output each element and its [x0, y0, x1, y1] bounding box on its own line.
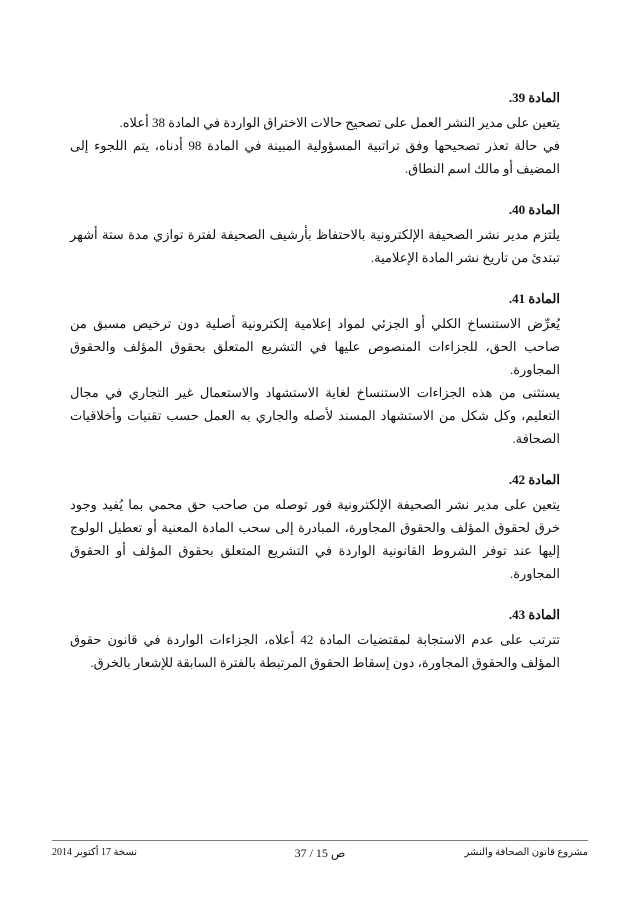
page-footer	[52, 840, 588, 865]
article-paragraph: في حالة تعذر تصحيحها وفق تراتبية المسؤولية المبينة في المادة 98 أدناه، يتم اللجوء إلى المضيف أو مالك اسم النطاق.	[70, 138, 561, 176]
article-paragraph: يلتزم مدير نشر الصحيفة الإلكترونية بالاحتفاظ بأرشيف الصحيفة لفترة توازي مدة ستة أشهر تبتدئ من تاريخ نشر المادة الإعلامية.	[70, 227, 560, 265]
article-title: المادة 41.	[508, 291, 560, 306]
article-title: المادة 39.	[508, 90, 560, 105]
footer-document-title: مشروع قانون الصحافة والنشر	[464, 847, 588, 858]
article-42	[70, 470, 560, 585]
article-40	[70, 200, 560, 269]
document-body	[70, 88, 560, 694]
article-43	[70, 605, 560, 674]
footer-page-number: ص 15 / 37	[294, 846, 346, 860]
article-title: المادة 42.	[508, 472, 560, 487]
footer-row	[52, 841, 588, 865]
article-title: المادة 40.	[508, 202, 560, 217]
article-paragraph: تترتب على عدم الاستجابة لمقتضيات المادة 42 أعلاه، الجزاءات الواردة في قانون حقوق المؤلف والحقوق المجاورة، دون إسقاط الحقوق المرتبطة بالفترة السابقة للإشعار بالخرق.	[70, 632, 560, 670]
footer-version-date: نسخة 17 أكتوبر 2014	[52, 847, 138, 858]
article-title: المادة 43.	[508, 607, 560, 622]
article-paragraph: يُعرِّض الاستنساخ الكلي أو الجزئي لمواد إعلامية إلكترونية أصلية دون ترخيص مسبق من صاحب الحق، للجزاءات المنصوص عليها في التشريع المتعلق بحقوق المؤلف والحقوق المجاورة.	[70, 316, 560, 377]
article-41	[70, 289, 560, 450]
article-paragraph: يتعين على مدير نشر الصحيفة الإلكترونية فور توصله من صاحب حق محمي بما يُفيد وجود خرق لحقوق المؤلف والحقوق المجاورة، المبادرة إلى سحب المادة المعنية أو تعطيل الولوج إليها عند توفر الشروط القانونية الواردة في التشريع المتعلق بحقوق المؤلف أو الحقوق المجاورة.	[70, 497, 560, 581]
article-paragraph: يستثنى من هذه الجزاءات الاستنساخ لغاية الاستشهاد والاستعمال غير التجاري في مجال التعليم، وكل شكل من الاستشهاد المسند لأصله والجاري به العمل حسب تقنيات وأخلاقيات الصحافة.	[70, 385, 560, 446]
article-paragraph: يتعين على مدير النشر العمل على تصحيح حالات الاختراق الواردة في المادة 38 أعلاه.	[119, 115, 560, 130]
article-39	[70, 88, 560, 180]
